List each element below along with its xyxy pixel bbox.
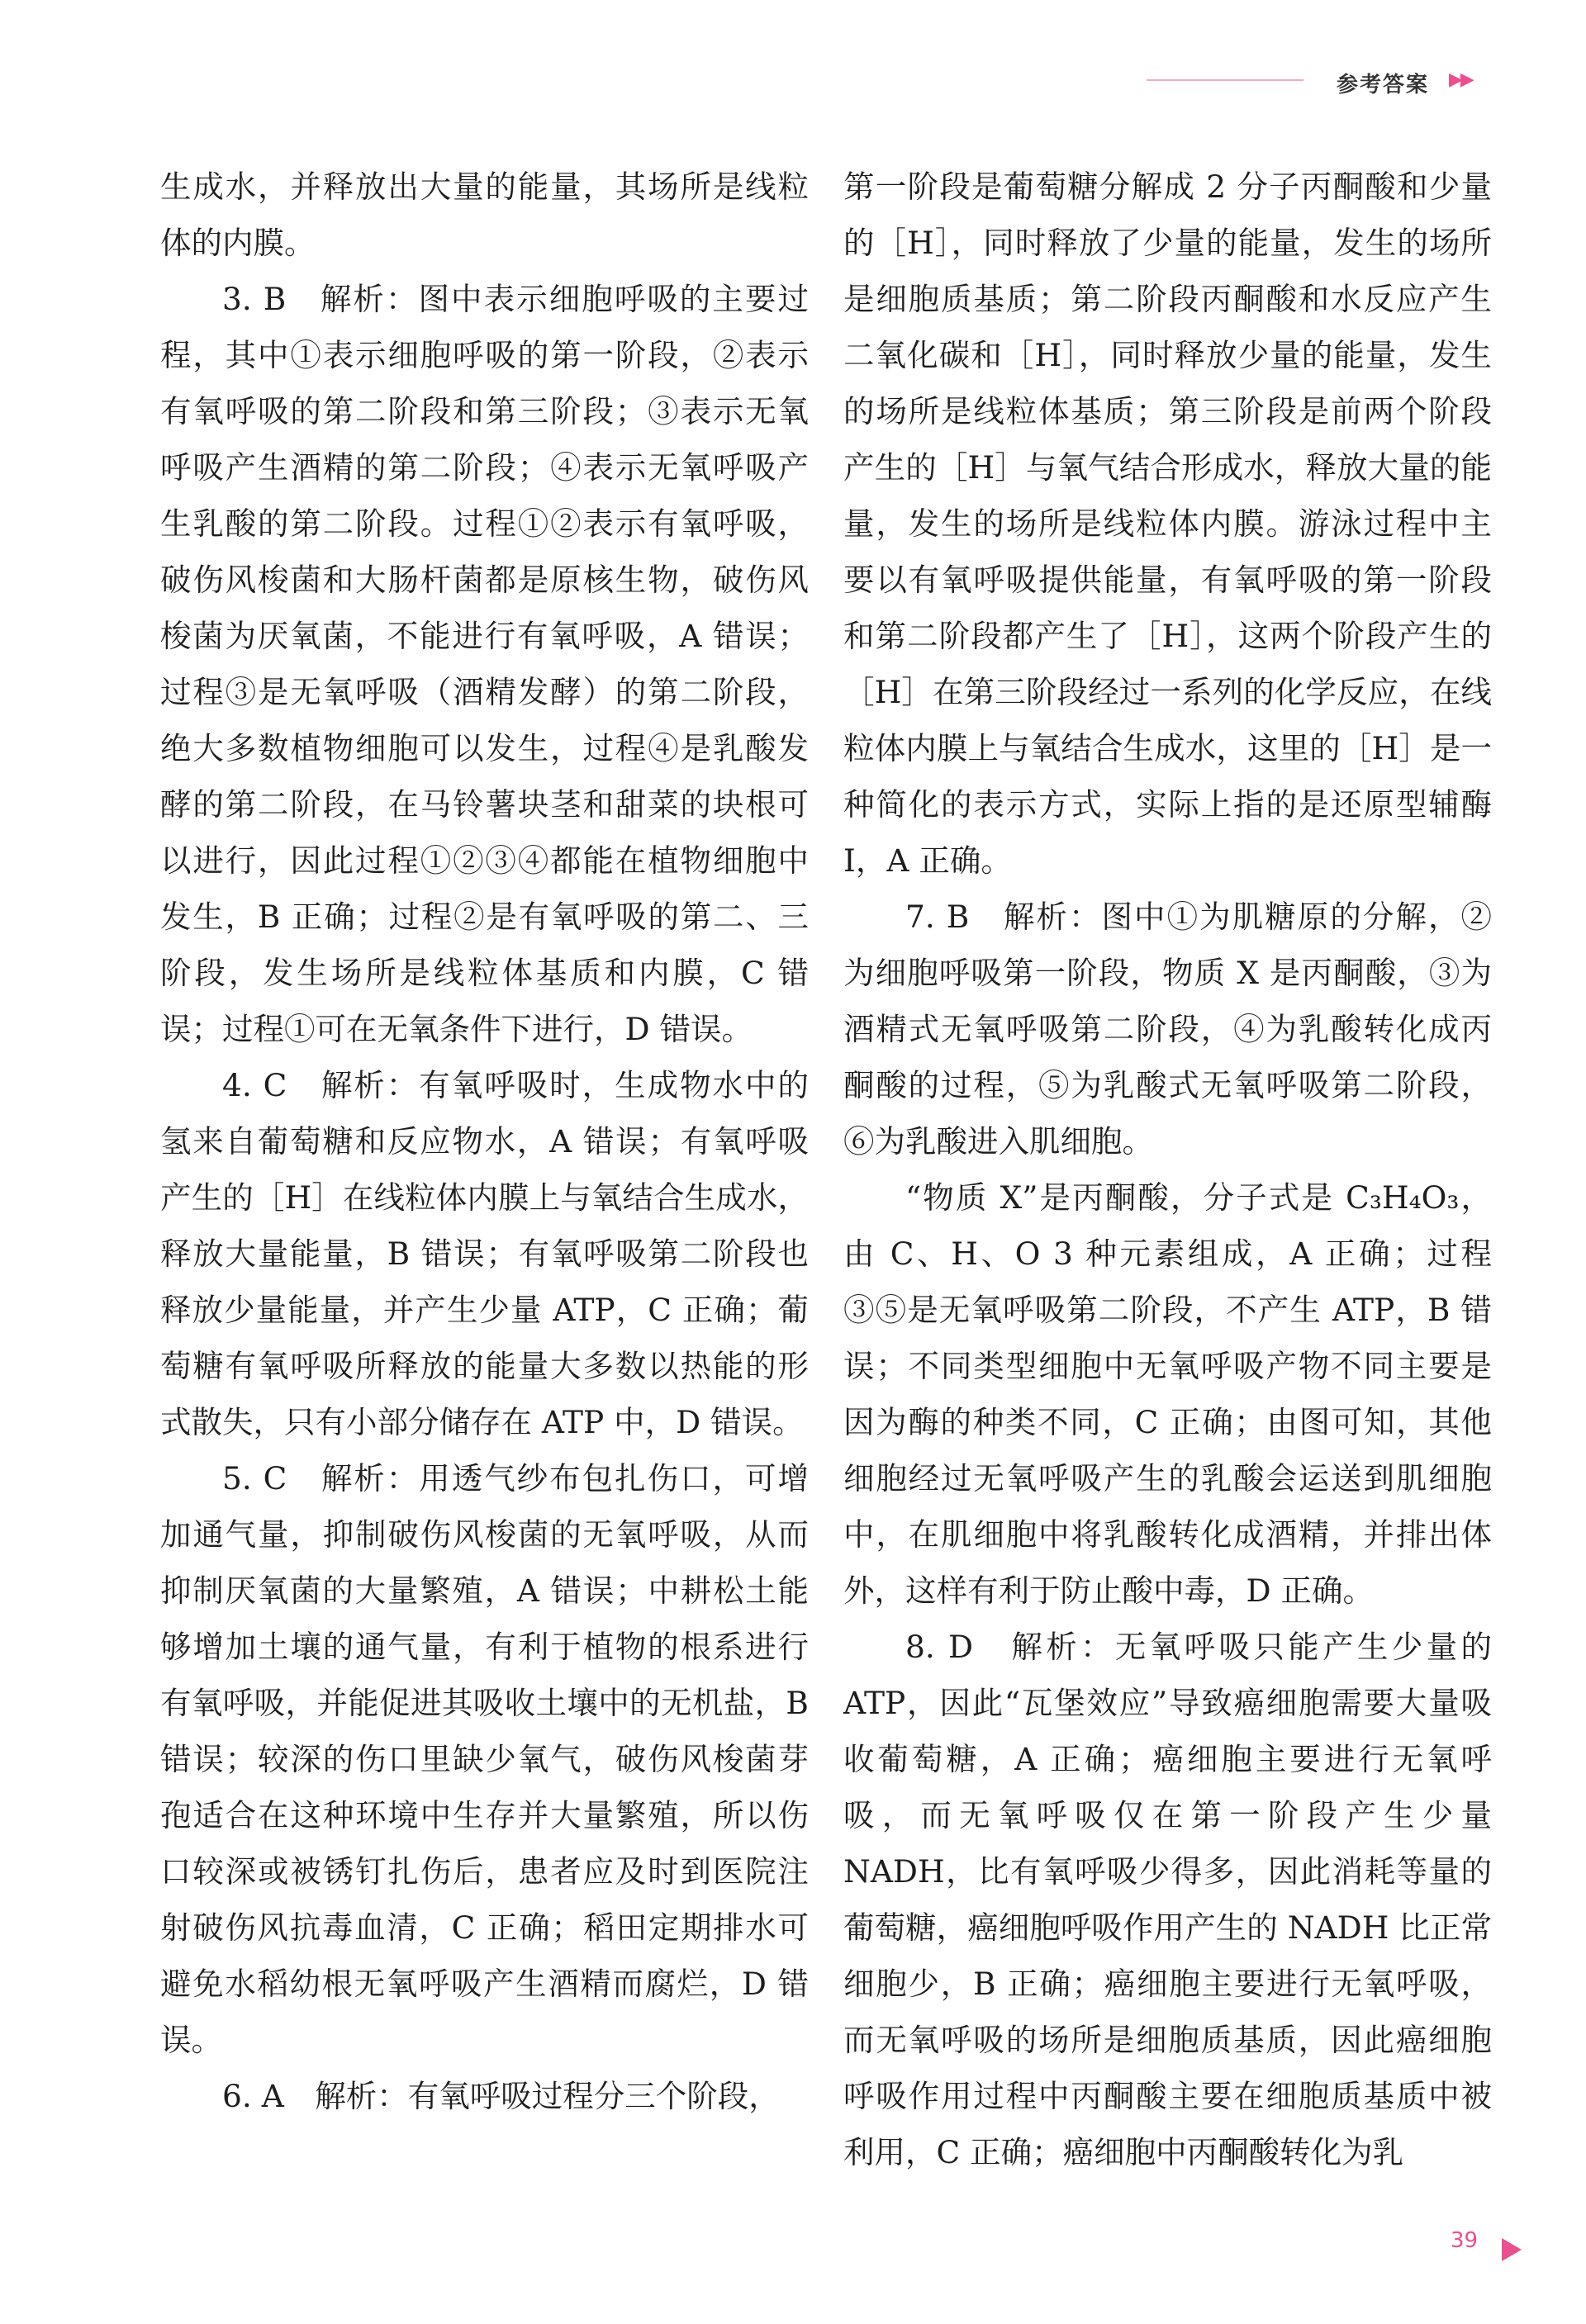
page-number: 39	[1451, 2228, 1479, 2253]
left-paragraph: 3. B 解析：图中表示细胞呼吸的主要过程，其中①表示细胞呼吸的第一阶段，②表示有氧呼吸的第二阶段和第三阶段；③表示无氧呼吸产生酒精的第二阶段；④表示无氧呼吸产生乳酸的第二阶段。过程①②表示有氧呼吸，破伤风梭菌和大肠杆菌都是原核生物，破伤风梭菌为厌氧菌，不能进行有氧呼吸，A 错误；过程③是无氧呼吸（酒精发酵）的第二阶段，绝大多数植物细胞可以发生，过程④是乳酸发酵的第二阶段，在马铃薯块茎和甜菜的块根可以进行，因此过程①②③④都能在植物细胞中发生，B 正确；过程②是有氧呼吸的第二、三阶段，发生场所是线粒体基质和内膜，C 错误；过程①可在无氧条件下进行，D 错误。	[160, 281, 809, 1047]
right-column	[843, 159, 1492, 2180]
right-paragraph: “物质 X”是丙酮酸，分子式是 C₃H₄O₃，由 C、H、O 3 种元素组成，A 正确；过程③⑤是无氧呼吸第二阶段，不产生 ATP，B 错误；不同类型细胞中无氧呼吸产物不同主要是因为酶的种类不同，C 正确；由图可知，其他细胞经过无氧呼吸产生的乳酸会运送到肌细胞中，在肌细胞中将乳酸转化成酒精，并排出体外，这样有利于防止酸中毒，D 正确。	[843, 1179, 1492, 1609]
page-header	[0, 0, 1586, 165]
left-paragraph: 6. A 解析：有氧呼吸过程分三个阶段，	[222, 2078, 780, 2114]
left-paragraph: 4. C 解析：有氧呼吸时，生成物水中的氢来自葡萄糖和反应物水，A 错误；有氧呼吸产生的［H］在线粒体内膜上与氧结合生成水，释放大量能量，B 错误；有氧呼吸第二阶段也释放少量能量，并产生少量 ATP，C 正确；葡萄糖有氧呼吸所释放的能量大多数以热能的形式散失，只有小部分储存在 ATP 中，D 错误。	[160, 1067, 809, 1440]
double-arrow-icon: ▶▶	[1449, 69, 1472, 90]
right-paragraph: 8. D 解析：无氧呼吸只能产生少量的 ATP，因此“瓦堡效应”导致癌细胞需要大量吸收葡萄糖，A 正确；癌细胞主要进行无氧呼吸，而无氧呼吸仅在第一阶段产生少量 NADH，比有氧呼吸少得多，因此消耗等量的葡萄糖，癌细胞呼吸作用产生的 NADH 比正常细胞少，B 正确；癌细胞主要进行无氧呼吸，而无氧呼吸的场所是细胞质基质，因此癌细胞呼吸作用过程中丙酮酸主要在细胞质基质中被利用，C 正确；癌细胞中丙酮酸转化为乳	[843, 1629, 1492, 2170]
section-title: 参考答案	[1337, 73, 1430, 97]
left-column	[160, 159, 809, 2124]
right-paragraph: 第一阶段是葡萄糖分解成 2 分子丙酮酸和少量的［H］，同时释放了少量的能量，发生的场所是细胞质基质；第二阶段丙酮酸和水反应产生二氧化碳和［H］，同时释放少量的能量，发生的场所是线粒体基质；第三阶段是前两个阶段产生的［H］与氧气结合形成水，释放大量的能量，发生的场所是线粒体内膜。游泳过程中主要以有氧呼吸提供能量，有氧呼吸的第一阶段和第二阶段都产生了［H］，这两个阶段产生的［H］在第三阶段经过一系列的化学反应，在线粒体内膜上与氧结合生成水，这里的［H］是一种简化的表示方式，实际上指的是还原型辅酶 Ⅰ，A 正确。	[843, 168, 1492, 879]
right-paragraph: 7. B 解析：图中①为肌糖原的分解，②为细胞呼吸第一阶段，物质 X 是丙酮酸，③为酒精式无氧呼吸第二阶段，④为乳酸转化成丙酮酸的过程，⑤为乳酸式无氧呼吸第二阶段，⑥为乳酸进入肌细胞。	[843, 899, 1492, 1160]
left-paragraph: 生成水，并释放出大量的能量，其场所是线粒体的内膜。	[160, 168, 809, 261]
header-rule	[1147, 79, 1303, 81]
next-arrow-icon	[1502, 2238, 1522, 2261]
left-paragraph: 5. C 解析：用透气纱布包扎伤口，可增加通气量，抑制破伤风梭菌的无氧呼吸，从而抑制厌氧菌的大量繁殖，A 错误；中耕松土能够增加土壤的通气量，有利于植物的根系进行有氧呼吸，并能促进其吸收土壤中的无机盐，B 错误；较深的伤口里缺少氧气，破伤风梭菌芽孢适合在这种环境中生存并大量繁殖，所以伤口较深或被锈钉扎伤后，患者应及时到医院注射破伤风抗毒血清，C 正确；稻田定期排水可避免水稻幼根无氧呼吸产生酒精而腐烂，D 错误。	[160, 1460, 809, 2058]
